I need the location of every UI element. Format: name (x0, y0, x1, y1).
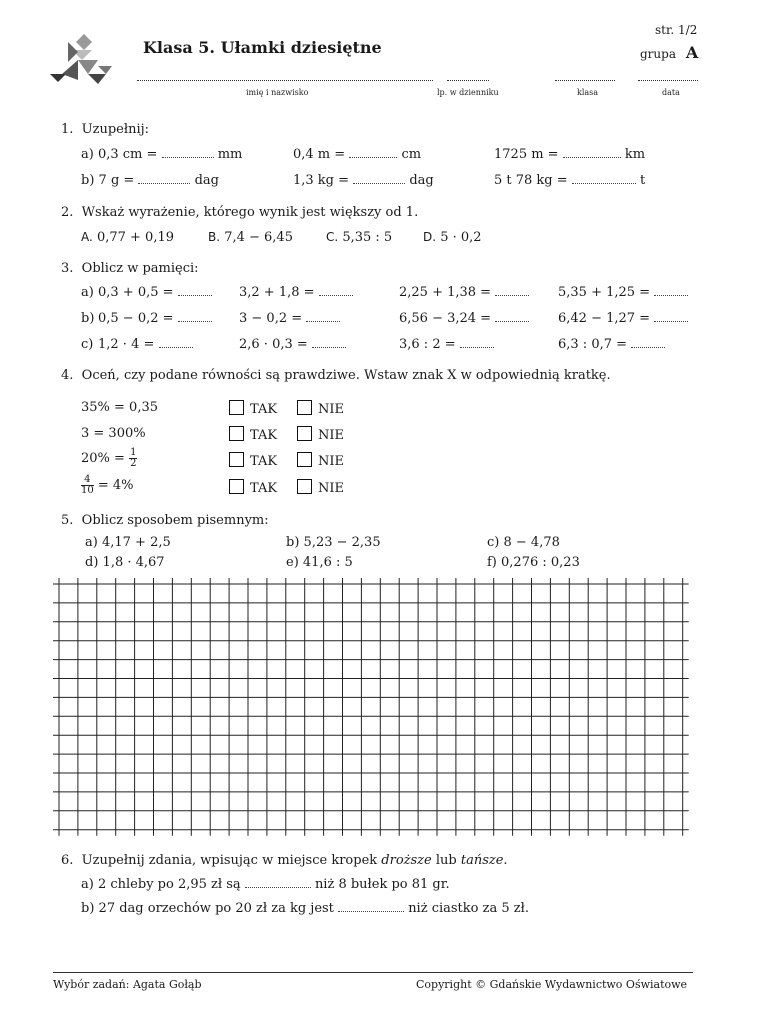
tak-option[interactable]: TAK (229, 452, 277, 469)
number-field-label: lp. w dzienniku (437, 88, 499, 97)
nie-option[interactable]: NIE (297, 479, 344, 496)
task-3-item: 6,56 − 3,24 = (399, 311, 529, 326)
nie-checkbox[interactable] (297, 400, 312, 415)
answer-blank[interactable] (319, 285, 353, 296)
task-2-heading: 2. Wskaż wyrażenie, którego wynik jest większy od 1. (61, 205, 419, 220)
task-5-item: f) 0,276 : 0,23 (487, 555, 580, 570)
footer-copyright: Copyright © Gdańskie Wydawnictwo Oświatowe (416, 978, 688, 991)
answer-blank[interactable] (563, 147, 621, 158)
publisher-logo (48, 30, 116, 88)
page-number: str. 1/2 (655, 23, 698, 37)
task-3-item: 3,6 : 2 = (399, 337, 494, 352)
task-3-item: 0,3 + 0,5 = (98, 285, 212, 300)
task-3-item: 1,2 · 4 = (98, 337, 193, 352)
task-1-heading: 1. Uzupełnij: (61, 122, 150, 137)
answer-blank[interactable] (654, 311, 688, 322)
task-4-statement: 3 = 300% (81, 426, 146, 441)
task-3-item: 3,2 + 1,8 = (239, 285, 353, 300)
answer-blank[interactable] (495, 285, 529, 296)
task-3-item: 6,3 : 0,7 = (558, 337, 665, 352)
number-field-line[interactable] (447, 72, 489, 81)
nie-option[interactable]: NIE (297, 400, 344, 417)
task-3-item: 2,25 + 1,38 = (399, 285, 529, 300)
answer-blank[interactable] (178, 285, 212, 296)
answer-blank[interactable] (159, 337, 193, 348)
task-4-statement: 20% = $\frac{1}{2}$ (81, 447, 137, 469)
task-4-heading: 4. Oceń, czy podane równości są prawdziwe. Wstaw znak X w odpowiednią kratkę. (61, 368, 611, 383)
task-4-statement: 35% = 0,35 (81, 400, 158, 415)
task-5-heading: 5. Oblicz sposobem pisemnym: (61, 513, 269, 528)
tak-option[interactable]: TAK (229, 479, 277, 496)
calculation-grid[interactable] (53, 578, 699, 838)
page-title: Klasa 5. Ułamki dziesiętne (143, 38, 382, 57)
task-6-sentence-b: b) 27 dag orzechów po 20 zł za kg jest niż ciastko za 5 zł. (81, 901, 529, 916)
class-field-label: klasa (577, 88, 599, 97)
task-1-row-b-2: 1,3 kg = dag (293, 173, 434, 188)
name-field-line[interactable] (137, 72, 433, 81)
answer-blank[interactable] (349, 147, 397, 158)
task-3-item: 2,6 · 0,3 = (239, 337, 346, 352)
task-1-row-a: a) 0,3 cm = mm (81, 147, 243, 162)
task-5-item: c) 8 − 4,78 (487, 535, 560, 550)
task-6-sentence-a: a) 2 chleby po 2,95 zł są niż 8 bułek po 81 gr. (81, 877, 450, 892)
task-2-option-a[interactable]: A. 0,77 + 0,19 (81, 230, 175, 245)
task-3-prefix-a: a) (81, 285, 94, 300)
task-5-item: e) 41,6 : 5 (286, 555, 353, 570)
answer-blank[interactable] (178, 311, 212, 322)
answer-blank[interactable] (312, 337, 346, 348)
answer-blank[interactable] (138, 173, 190, 184)
tak-checkbox[interactable] (229, 479, 244, 494)
answer-blank[interactable] (306, 311, 340, 322)
footer-author: Wybór zadań: Agata Gołąb (53, 978, 202, 991)
tak-checkbox[interactable] (229, 400, 244, 415)
nie-option[interactable]: NIE (297, 452, 344, 469)
date-field-label: data (662, 88, 680, 97)
task-3-item: 3 − 0,2 = (239, 311, 340, 326)
task-1-row-a-3: 1725 m = km (494, 147, 646, 162)
task-1-row-a-2: 0,4 m = cm (293, 147, 422, 162)
answer-blank[interactable] (460, 337, 494, 348)
task-6-heading: 6. Uzupełnij zdania, wpisując w miejsce kropek droższe lub tańsze. (61, 853, 508, 868)
answer-blank[interactable] (631, 337, 665, 348)
task-3-item: 5,35 + 1,25 = (558, 285, 688, 300)
answer-blank[interactable] (162, 147, 214, 158)
nie-option[interactable]: NIE (297, 426, 344, 443)
task-2-option-d[interactable]: D. 5 · 0,2 (423, 230, 482, 245)
nie-checkbox[interactable] (297, 452, 312, 467)
task-1-row-b: b) 7 g = dag (81, 173, 219, 188)
task-2-option-c[interactable]: C. 5,35 : 5 (326, 230, 393, 245)
answer-blank[interactable] (245, 877, 311, 888)
answer-blank[interactable] (654, 285, 688, 296)
name-field-label: imię i nazwisko (246, 88, 309, 97)
task-5-item: a) 4,17 + 2,5 (85, 535, 171, 550)
answer-blank[interactable] (495, 311, 529, 322)
date-field-line[interactable] (638, 72, 698, 81)
nie-checkbox[interactable] (297, 479, 312, 494)
task-5-item: d) 1,8 · 4,67 (85, 555, 165, 570)
task-3-prefix-b: b) (81, 311, 95, 326)
group-value: A (685, 43, 699, 62)
task-4-statement: $\frac{4}{10}$ = 4% (81, 474, 134, 496)
fraction: $\frac{1}{2}$ (130, 447, 137, 469)
class-field-line[interactable] (555, 72, 615, 81)
tak-option[interactable]: TAK (229, 426, 277, 443)
nie-checkbox[interactable] (297, 426, 312, 441)
answer-blank[interactable] (338, 901, 404, 912)
answer-blank[interactable] (572, 173, 636, 184)
task-5-item: b) 5,23 − 2,35 (286, 535, 381, 550)
answer-blank[interactable] (353, 173, 405, 184)
footer-divider (53, 972, 693, 973)
tak-option[interactable]: TAK (229, 400, 277, 417)
tak-checkbox[interactable] (229, 426, 244, 441)
task-3-item: 0,5 − 0,2 = (98, 311, 212, 326)
task-3-item: 6,42 − 1,27 = (558, 311, 688, 326)
fraction: $\frac{4}{10}$ (81, 474, 94, 496)
task-3-prefix-c: c) (81, 337, 94, 352)
group-label: grupa A (640, 43, 699, 62)
task-3-heading: 3. Oblicz w pamięci: (61, 261, 199, 276)
task-2-option-b[interactable]: B. 7,4 − 6,45 (208, 230, 293, 245)
tak-checkbox[interactable] (229, 452, 244, 467)
task-1-row-b-3: 5 t 78 kg = t (494, 173, 646, 188)
